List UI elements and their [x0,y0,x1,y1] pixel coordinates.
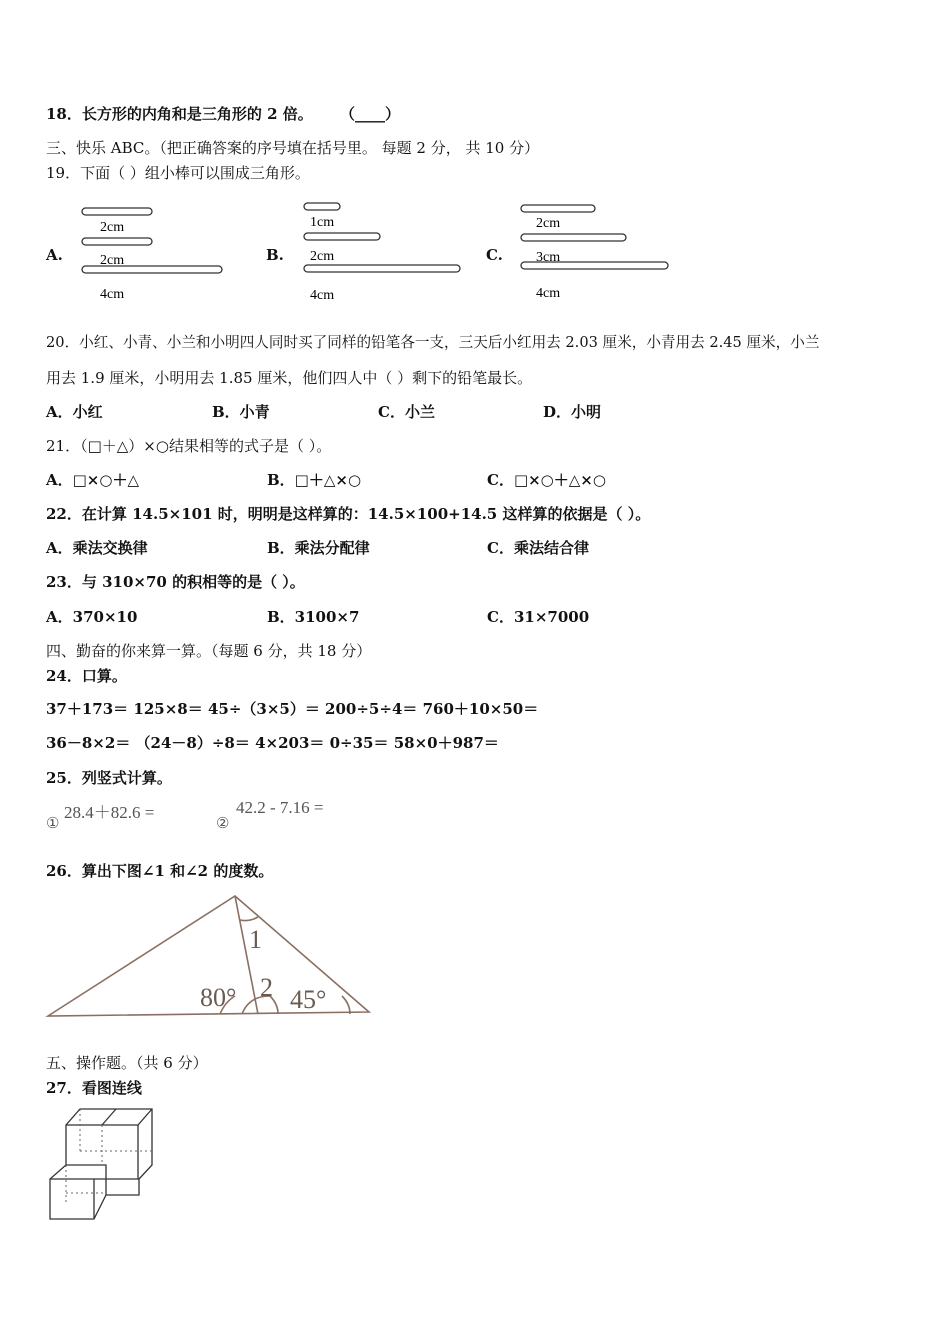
q25-item-1-mark: ① [46,816,60,832]
angle-80-label: 80° [200,983,237,1012]
stick-c3-label: 4cm [536,286,561,301]
stick-c1-label: 2cm [536,216,561,231]
q24-stem: 24．口算。 [46,667,127,685]
q19-option-c-letter: C. [486,246,503,264]
stick-c2 [521,234,626,241]
stick-b3 [304,265,460,272]
angle-2-label: 2 [260,973,273,1002]
q22-option-b: B．乘法分配律 [267,539,370,557]
angle-45-label: 45° [290,985,327,1014]
stick-b2-label: 2cm [310,249,335,264]
q19-option-b-sticks [300,198,470,308]
stick-a2 [82,238,152,245]
q19-option-a-sticks [78,202,228,307]
angle-right-arc [342,996,350,1014]
q19-stem: 19．下面（ ）组小棒可以围成三角形。 [46,164,310,182]
q26-stem: 26．算出下图∠1 和∠2 的度数。 [46,862,274,880]
stick-b1 [304,203,340,210]
stick-a1 [82,208,152,215]
q27-block-figure [44,1105,159,1225]
stick-b3-label: 4cm [310,288,335,303]
q23-option-b: B．3100×7 [267,608,360,626]
q21-option-c: C．□×○＋△×○ [487,471,606,489]
q23-stem: 23．与 310×70 的积相等的是（ ）。 [46,573,305,591]
q19-option-c-sticks [518,200,678,305]
stick-b2 [304,233,380,240]
q25-stem: 25．列竖式计算。 [46,769,172,787]
q20-stem-line1: 20．小红、小青、小兰和小明四人同时买了同样的铅笔各一支，三天后小红用去 2.03 厘米，小青用去 2.45 厘米，小兰 [46,334,820,351]
q18-stem [46,103,400,124]
q23-option-c: C．31×7000 [487,608,590,626]
q21-option-b: B．□＋△×○ [267,471,362,489]
q21-stem: 21．（□＋△）×○结果相等的式子是（ ）。 [46,437,332,455]
q23-option-a: A．370×10 [46,608,138,626]
q19-option-a-letter: A. [46,246,63,264]
q20-stem-line2: 用去 1.9 厘米，小明用去 1.85 厘米，他们四人中（ ）剩下的铅笔最长。 [46,369,533,387]
stick-b1-label: 1cm [310,215,335,230]
stick-a2-label: 2cm [100,253,125,268]
q22-option-a: A．乘法交换律 [46,539,148,557]
stick-a1-label: 2cm [100,220,125,235]
q18-text: 18．长方形的内角和是三角形的 2 倍。 [46,105,313,123]
q25-item-2-expr: 42.2 - 7.16 = [236,798,324,817]
q20-option-d: D．小明 [543,403,602,421]
stick-c1 [521,205,595,212]
stick-c2-label: 3cm [536,250,561,265]
section-4-title: 四、勤奋的你来算一算。（每题 6 分，共 18 分） [46,642,372,660]
q22-option-c: C．乘法结合律 [487,539,589,557]
q18-blank: （____） [340,105,401,123]
q24-row-1: 37＋173＝ 125×8＝ 45÷（3×5）＝ 200÷5÷4＝ 760＋10×50＝ [46,700,539,718]
q24-row-2: 36－8×2＝ （24－8）÷8＝ 4×203＝ 0÷35＝ 58×0＋987＝ [46,734,499,752]
section-3-title: 三、快乐 ABC。（把正确答案的序号填在括号里。 每题 2 分， 共 10 分） [46,139,540,157]
stick-a3-label: 4cm [100,287,125,302]
q19-option-b-letter: B. [266,246,284,264]
q20-option-c: C．小兰 [378,403,435,421]
section-5-title: 五、操作题。（共 6 分） [46,1054,208,1072]
q20-option-a: A．小红 [46,403,103,421]
q20-option-b: B．小青 [212,403,270,421]
q25-item-1-expr: 28.4＋82.6 = [64,803,155,822]
angle-1-arc [240,917,258,921]
q21-option-a: A．□×○＋△ [46,471,140,489]
q26-triangle-figure [44,892,374,1022]
angle-1-label: 1 [249,925,262,954]
q25-item-2-mark: ② [216,816,230,832]
q27-stem: 27．看图连线 [46,1079,142,1097]
q22-stem: 22．在计算 14.5×101 时，明明是这样算的：14.5×100+14.5 这样算的依据是（ ）。 [46,505,651,523]
